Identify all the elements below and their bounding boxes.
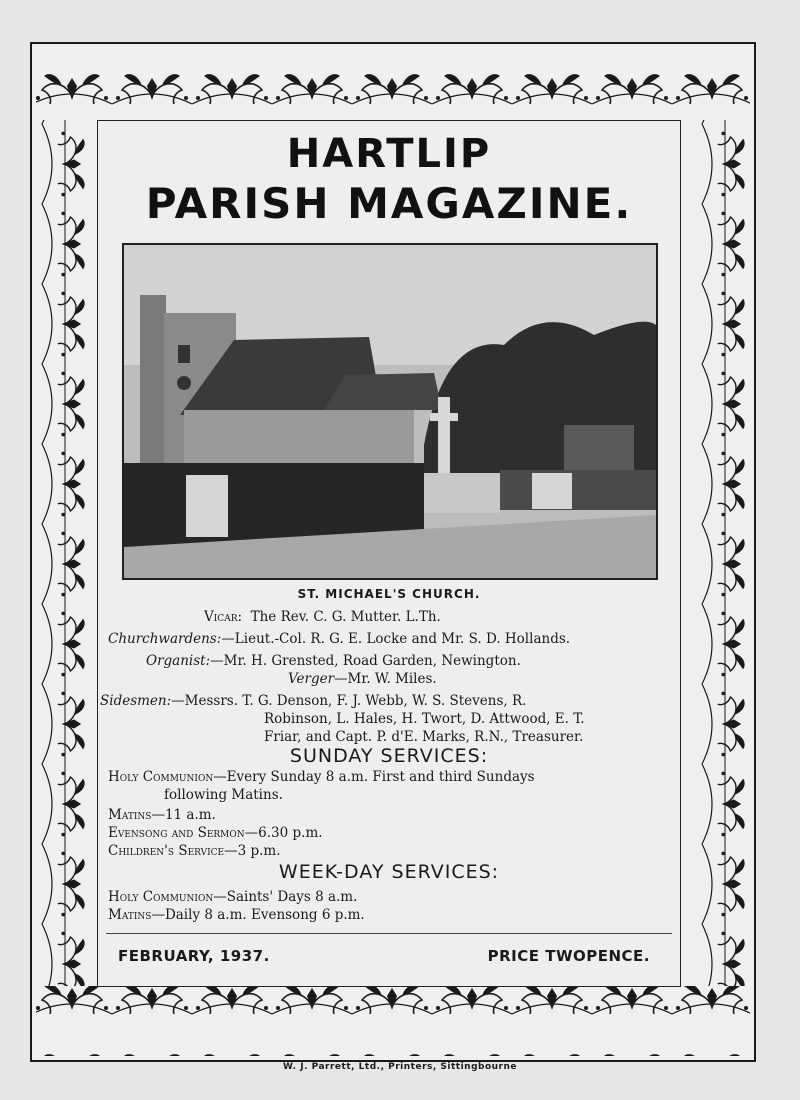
divider-rule <box>106 933 672 934</box>
masthead-title-line2: PARISH MAGAZINE. <box>145 179 633 228</box>
service-name: Evensong and Sermon <box>108 825 245 841</box>
service-detail: —11 a.m. <box>151 807 216 823</box>
issue-price: PRICE TWOPENCE. <box>487 947 650 965</box>
sunday-service-item <box>108 769 535 785</box>
photo-caption: ST. MICHAEL'S CHURCH. <box>297 587 481 601</box>
organist-label: Organist: <box>146 653 211 669</box>
churchwardens-label: Churchwardens: <box>108 631 222 647</box>
verger-line <box>288 671 437 687</box>
sunday-services-heading: SUNDAY SERVICES: <box>289 745 489 767</box>
service-detail: —Every Sunday 8 a.m. First and third Sundays <box>213 769 535 785</box>
weekday-services-heading: WEEK-DAY SERVICES: <box>278 861 500 883</box>
vicar-label: Vicar: <box>204 609 243 625</box>
service-detail: —Saints' Days 8 a.m. <box>213 889 358 905</box>
vicar-line <box>204 609 441 625</box>
organist-line <box>146 653 521 669</box>
churchwardens-line <box>108 631 570 647</box>
service-name: Matins <box>108 807 152 823</box>
sidesmen-names-1: —Messrs. T. G. Denson, F. J. Webb, W. S. Stevens, R. <box>171 693 527 709</box>
printer-credit: W. J. Parrett, Ltd., Printers, Sittingbourne <box>282 1062 518 1072</box>
church-photograph <box>122 243 658 580</box>
verger-name: —Mr. W. Miles. <box>334 671 437 687</box>
sunday-service-item <box>108 825 323 841</box>
sunday-service-item <box>164 787 283 803</box>
weekday-service-item <box>108 889 357 905</box>
service-name: Holy Communion <box>108 889 214 905</box>
masthead-title-line1: HARTLIP <box>286 131 492 177</box>
service-detail: —6.30 p.m. <box>244 825 323 841</box>
service-name: Children's Service <box>108 843 225 859</box>
sidesmen-names-3: Friar, and Capt. P. d'E. Marks, R.N., Treasurer. <box>264 729 584 745</box>
service-name: Holy Communion <box>108 769 214 785</box>
sunday-service-item <box>108 807 216 823</box>
churchwardens-names: —Lieut.-Col. R. G. E. Locke and Mr. S. D. Hollands. <box>221 631 571 647</box>
issue-date: FEBRUARY, 1937. <box>118 947 270 965</box>
sidesmen-line-1 <box>100 693 526 709</box>
vicar-name: The Rev. C. G. Mutter. L.Th. <box>250 609 441 625</box>
service-name: Matins <box>108 907 152 923</box>
organist-name: —Mr. H. Grensted, Road Garden, Newington. <box>210 653 521 669</box>
service-detail: —3 p.m. <box>224 843 281 859</box>
sunday-service-item <box>108 843 281 859</box>
verger-label: Verger <box>288 671 335 687</box>
sidesmen-label: Sidesmen: <box>100 693 172 709</box>
weekday-service-item <box>108 907 365 923</box>
sidesmen-names-2: Robinson, L. Hales, H. Twort, D. Attwood, E. T. <box>264 711 585 727</box>
service-detail: —Daily 8 a.m. Evensong 6 p.m. <box>151 907 365 923</box>
content-panel <box>97 120 681 987</box>
service-detail: following Matins. <box>164 787 283 803</box>
